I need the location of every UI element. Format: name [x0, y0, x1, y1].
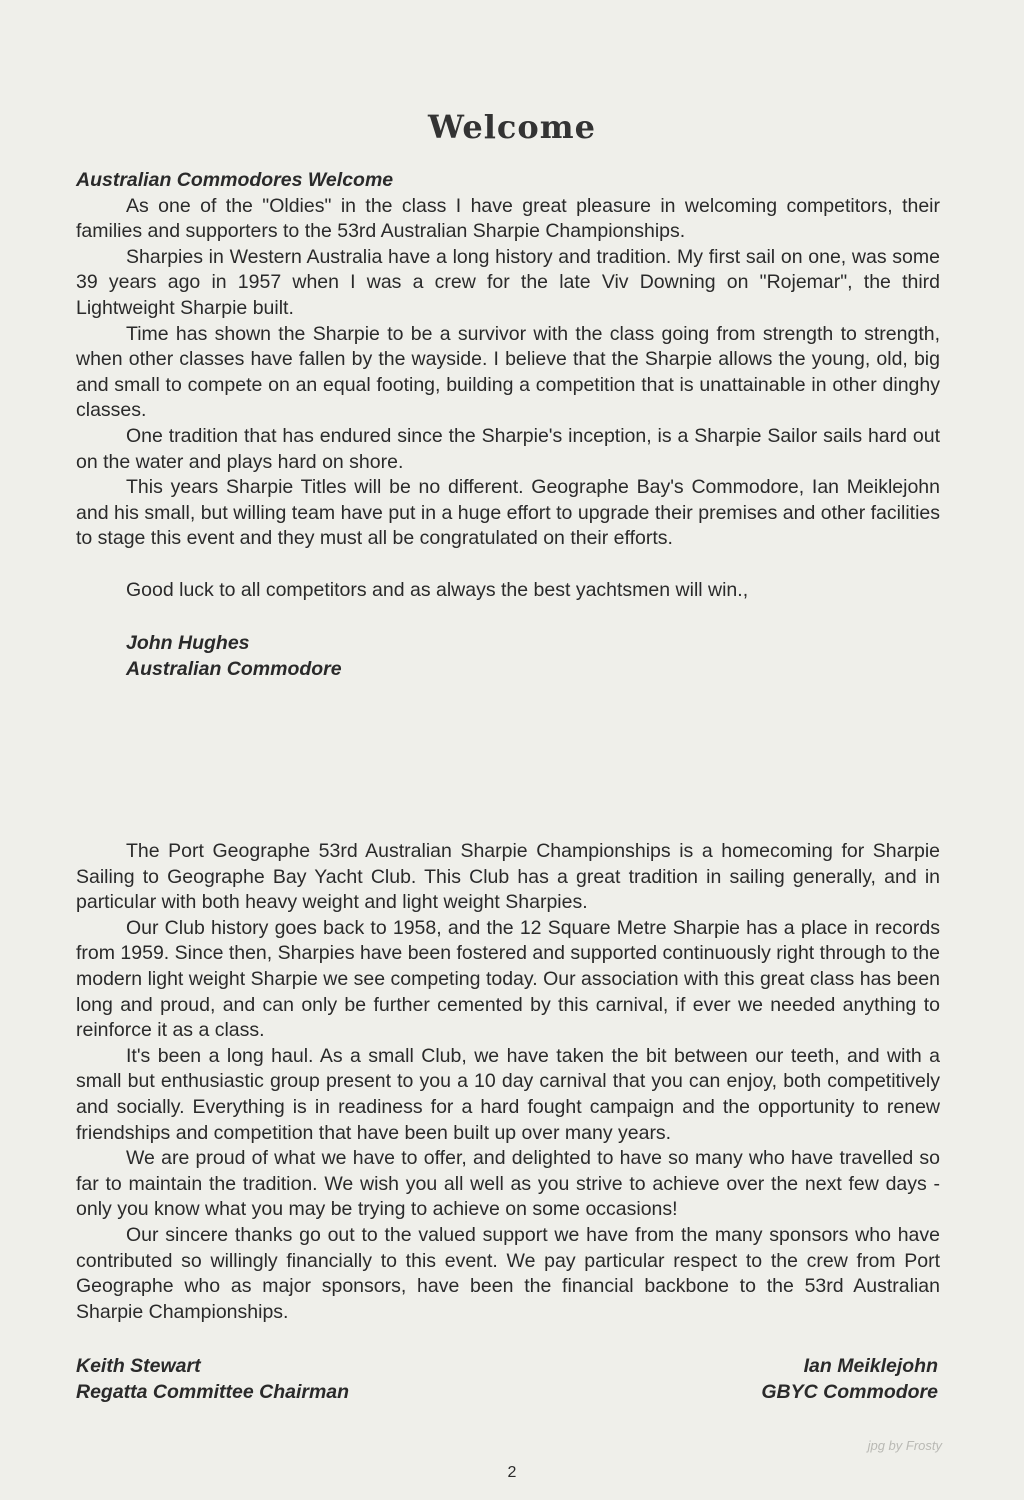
page-title: Welcome [428, 108, 596, 146]
paragraph: As one of the "Oldies" in the class I have great pleasure in welcoming competitors, their families and supporters to the 53rd Australian Sharpie Championships. [76, 194, 940, 243]
paragraph: It's been a long haul. As a small Club, we have taken the bit between our teeth, and with a small but enthusiastic group present to you a 10 day carnival that you can enjoy, both competitively and socially. Everything is in readiness for a hard fought campaign and the opportunity to renew friendships and competition that have been built up over many years. [76, 1044, 940, 1144]
signature-name: John Hughes [126, 632, 250, 654]
paragraph: Sharpies in Western Australia have a long history and tradition. My first sail on one, was some 39 years ago in 1957 when I was a crew for the late Viv Downing on "Rojemar", the third Lightweight Sharpie built. [76, 245, 940, 319]
page-number: 2 [507, 1464, 517, 1481]
commodore-signature [126, 631, 342, 682]
paragraph: The Port Geographe 53rd Australian Sharpie Championships is a homecoming for Sharpie Sailing to Geographe Bay Yacht Club. This Club has a great tradition in sailing generally, and in particular with both heavy weight and light weight Sharpies. [76, 840, 940, 914]
signature-title: Australian Commodore [126, 657, 342, 680]
signature-title: GBYC Commodore [761, 1380, 938, 1403]
scan-credit: jpg by Frosty [867, 1438, 942, 1453]
paragraph: We are proud of what we have to offer, and delighted to have so many who have travelled so far to maintain the tradition. We wish you all well as you strive to achieve over the next few days - only you know what you may be trying to achieve on some occasions! [76, 1147, 940, 1221]
section-heading: Australian Commodores Welcome [76, 169, 394, 191]
club-welcome-section [76, 839, 940, 1325]
paragraph: One tradition that has endured since the Sharpie's inception, is a Sharpie Sailor sails hard out on the water and plays hard on shore. [76, 424, 940, 473]
paragraph: Our sincere thanks go out to the valued support we have from the many sponsors who have contributed so willingly financially to this event. We pay particular respect to the crew from Port Geographe who as major sponsors, have been the financial backbone to the 53rd Australian Sharpie Championships. [76, 1223, 940, 1323]
chairman-signature [76, 1354, 349, 1405]
paragraph: Time has shown the Sharpie to be a survivor with the class going from strength to strength, when other classes have fallen by the wayside. I believe that the Sharpie allows the young, old, big and small to compete on an equal footing, building a competition that is unattainable in other dinghy classes. [76, 322, 940, 422]
signature-title: Regatta Committee Chairman [76, 1380, 350, 1403]
commodore-welcome-section [76, 168, 940, 603]
signature-name: Keith Stewart [76, 1355, 201, 1377]
paragraph: This years Sharpie Titles will be no different. Geographe Bay's Commodore, Ian Meiklejohn and his small, but willing team have put in a huge effort to upgrade their premises and other facilities to stage this event and they must all be congratulated on their efforts. [76, 476, 940, 550]
signature-name: Ian Meiklejohn [803, 1355, 938, 1377]
paragraph: Our Club history goes back to 1958, and the 12 Square Metre Sharpie has a place in records from 1959. Since then, Sharpies have been fostered and supported continuously right through to the modern light weight Sharpie we see competing today. Our association with this great class has been long and proud, and can only be further cemented by this carnival, if ever we needed anything to reinforce it as a class. [76, 916, 940, 1042]
club-commodore-signature [761, 1354, 938, 1405]
closing-line: Good luck to all competitors and as always the best yachtsmen will win., [126, 578, 749, 601]
